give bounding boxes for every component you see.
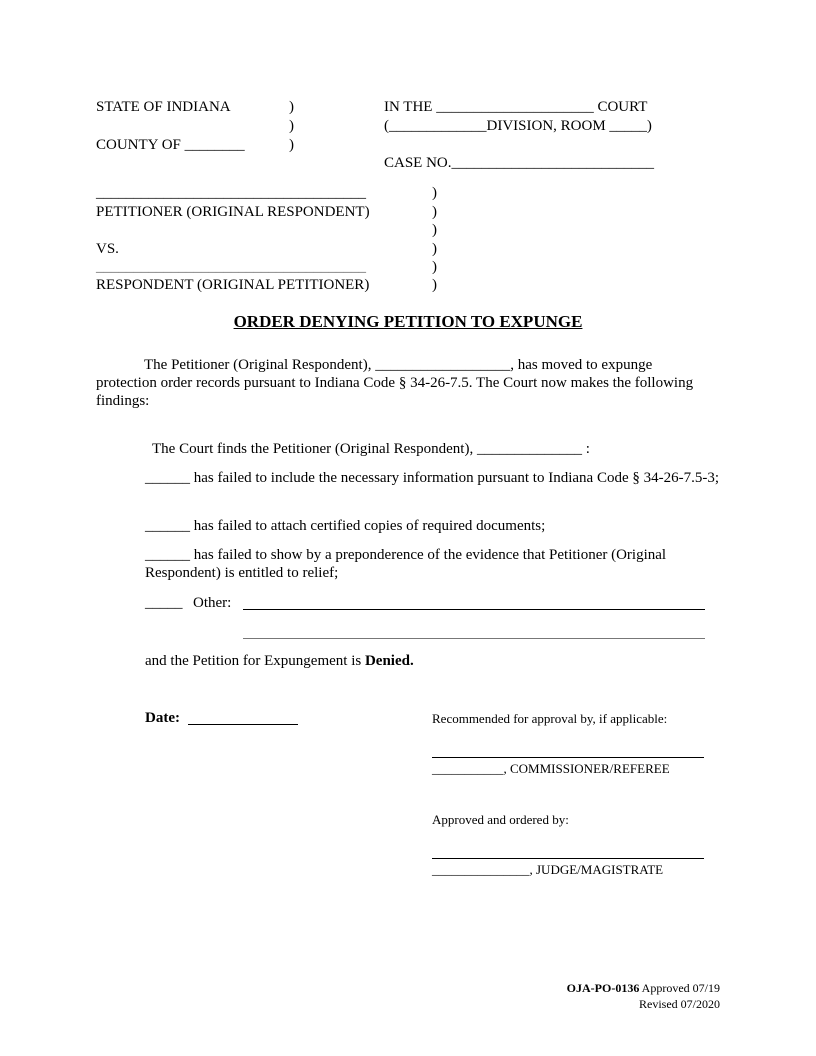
finding-item-no-certified-copies: ______ has failed to attach certified copies of required documents;	[145, 518, 546, 534]
other-line-1	[243, 609, 705, 610]
date-label: Date:	[145, 710, 180, 726]
document-title: ORDER DENYING PETITION TO EXPUNGE	[233, 312, 583, 331]
commissioner-signature-line	[432, 757, 704, 758]
county-label: COUNTY OF ________	[96, 137, 245, 153]
form-revised: Revised 07/2020	[639, 997, 720, 1011]
intro-paragraph: The Petitioner (Original Respondent), __________________, has moved to expunge protection order records pursuant to Indiana Code § 34-26-7.5. The Court now makes the following findings:	[96, 357, 694, 409]
versus-label: VS.	[96, 241, 119, 257]
state-label: STATE OF INDIANA	[96, 99, 231, 115]
petitioner-label: PETITIONER (ORIGINAL RESPONDENT)	[96, 204, 370, 220]
findings-lead: The Court finds the Petitioner (Original Respondent), ______________ :	[152, 441, 590, 457]
caption-paren: )	[432, 222, 437, 238]
recommended-label: Recommended for approval by, if applicable:	[432, 711, 668, 726]
other-label: Other:	[193, 595, 232, 611]
date-line	[188, 724, 298, 725]
finding-item-no-preponderance: ______ has failed to show by a preponderence of the evidence that Petitioner (Original Respondent) is entitled to relief;	[145, 547, 667, 581]
judge-signature-line	[432, 858, 704, 859]
commissioner-label: ___________, COMMISSIONER/REFEREE	[432, 761, 670, 776]
finding-item-missing-info: ______ has failed to include the necessary information pursuant to Indiana Code § 34-26-7.5-3;	[145, 470, 720, 486]
caption-paren: )	[289, 137, 294, 153]
court-line: IN THE _____________________ COURT	[384, 99, 648, 115]
conclusion-text: and the Petition for Expungement is	[145, 653, 365, 669]
judge-label: _______________, JUDGE/MAGISTRATE	[432, 862, 664, 877]
caption-paren: )	[432, 204, 437, 220]
caption-paren: )	[289, 99, 294, 115]
approved-label: Approved and ordered by:	[432, 812, 569, 827]
form-approved: Approved 07/19	[639, 981, 720, 995]
division-line: (_____________DIVISION, ROOM _____)	[384, 118, 652, 134]
caption-paren: )	[432, 259, 437, 275]
respondent-name-line: ____________________________________	[96, 259, 366, 275]
respondent-label: RESPONDENT (ORIGINAL PETITIONER)	[96, 277, 370, 293]
caption-paren: )	[432, 185, 437, 201]
form-code: OJA-PO-0136	[566, 981, 640, 995]
other-blank: _____	[145, 595, 183, 611]
petitioner-name-line: ____________________________________	[96, 185, 366, 201]
case-number-line: CASE NO.___________________________	[384, 155, 655, 171]
caption-paren: )	[432, 241, 437, 257]
caption-paren: )	[289, 118, 294, 134]
conclusion-line	[145, 652, 414, 670]
other-line-2	[243, 638, 705, 639]
caption-paren: )	[432, 277, 437, 293]
conclusion-denied: Denied.	[364, 653, 414, 669]
